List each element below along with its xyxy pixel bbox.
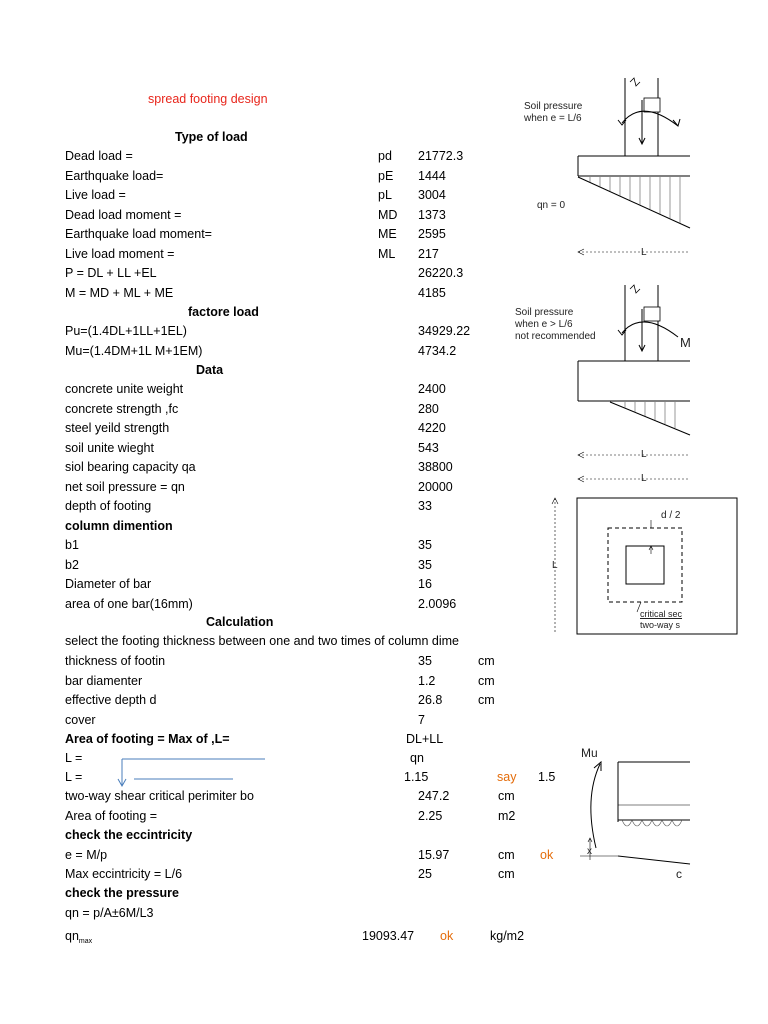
load-row-value: 1444 [418, 168, 446, 183]
calc-row-value: 35 [418, 654, 432, 668]
calc-select-text: select the footing thickness between one and two times of column dime [65, 634, 459, 648]
load-row-label: Dead load = [65, 149, 133, 163]
data-row-label: concrete unite weight [65, 382, 184, 396]
qn-max-value: 19093.47 [362, 929, 415, 943]
calc-row-label: cover [65, 712, 96, 727]
section-factore-load: factore load [188, 305, 259, 319]
factored-row-value: 4734.2 [418, 343, 457, 358]
max-ecc-value: 25 [418, 867, 432, 881]
area-formula-denominator: qn [410, 751, 424, 765]
load-row-label: P = DL + LL +EL [65, 266, 157, 280]
load-row-label: Earthquake load= [65, 168, 164, 183]
area-formula-numerator: DL+LL [406, 732, 444, 746]
load-row-value: 26220.3 [418, 266, 464, 280]
calc-row-value: 7 [418, 712, 425, 727]
calc-row-value: 26.8 [418, 693, 443, 707]
area-value: 2.25 [418, 809, 443, 823]
section-calculation: Calculation [206, 615, 274, 629]
load-row-label: Earthquake load moment= [65, 227, 212, 241]
load-row-symbol: ME [378, 227, 397, 241]
data-row-label: depth of footing [65, 499, 152, 513]
qn-formula: qn = p/A±6M/L3 [65, 906, 154, 920]
L-value: 1.15 [404, 770, 429, 784]
L-label-2: L = [65, 770, 83, 784]
factored-row-label: Mu=(1.4DM+1L M+1EM) [65, 343, 203, 358]
load-row-value: 3004 [418, 188, 446, 202]
calc-row-unit: cm [478, 693, 495, 707]
data-row-label: b1 [65, 538, 79, 552]
area-formula-label: Area of footing = Max of ,L= [65, 732, 230, 746]
data-row-label: area of one bar(16mm) [65, 596, 193, 611]
data-row-label: steel yeild strength [65, 421, 170, 435]
L-label-1: L = [65, 751, 83, 765]
data-row-value: 543 [418, 440, 439, 455]
perimeter-value: 247.2 [418, 789, 450, 803]
page-title: spread footing design [148, 92, 268, 106]
data-row-value: 20000 [418, 479, 453, 494]
load-row-label: M = MD + ML + ME [65, 285, 174, 300]
calc-row-value: 1.2 [418, 673, 436, 688]
area-unit: m2 [498, 809, 516, 823]
say-label: say [497, 770, 517, 784]
data-row-value: 4220 [418, 421, 446, 435]
e-value: 15.97 [418, 848, 450, 862]
data-row-label: concrete strength ,fc [65, 401, 179, 416]
say-value: 1.5 [538, 770, 556, 784]
calc-row-label: effective depth d [65, 693, 157, 707]
load-row-symbol: ML [378, 246, 396, 261]
pressure-heading: check the pressure [65, 886, 179, 900]
calc-row-unit: cm [478, 673, 495, 688]
qn-max-ok-badge: ok [440, 929, 454, 943]
data-row-label: Diameter of bar [65, 577, 152, 591]
load-row-value: 1373 [418, 207, 446, 222]
data-row-label: net soil pressure = qn [65, 479, 185, 494]
max-ecc-label: Max eccintricity = L/6 [65, 867, 183, 881]
data-row-label: soil unite wieght [65, 440, 154, 455]
load-row-label: Live load = [65, 188, 126, 202]
load-row-value: 217 [418, 246, 439, 261]
qn-max-unit: kg/m2 [490, 929, 525, 943]
load-row-symbol: pL [378, 188, 392, 202]
data-row-label: siol bearing capacity qa [65, 460, 196, 474]
qn-max-label: $qn_{max}$ [65, 929, 93, 945]
load-row-value: 4185 [418, 285, 446, 300]
load-row-label: Dead load moment = [65, 207, 182, 222]
data-row-value: 2400 [418, 382, 446, 396]
load-row-label: Live load moment = [65, 246, 175, 261]
load-row-symbol: pd [378, 149, 392, 163]
data-row-value: 38800 [418, 460, 453, 474]
data-row-value: 35 [418, 557, 432, 572]
load-row-value: 21772.3 [418, 149, 464, 163]
e-label: e = M/p [65, 848, 108, 862]
data-row-value: 280 [418, 401, 439, 416]
section-type-of-load: Type of load [175, 130, 248, 144]
calc-row-label: bar diamenter [65, 673, 143, 688]
perimeter-label: two-way shear critical perimiter bo [65, 789, 254, 803]
factored-row-value: 34929.22 [418, 324, 471, 338]
max-ecc-unit: cm [498, 867, 515, 881]
eccentricity-heading: check the eccintricity [65, 828, 193, 842]
area-label: Area of footing = [65, 809, 158, 823]
data-row-value: 33 [418, 499, 432, 513]
calc-row-unit: cm [478, 654, 495, 668]
perimeter-unit: cm [498, 789, 515, 803]
e-ok-badge: ok [540, 848, 554, 862]
data-row-value: 35 [418, 538, 432, 552]
data-row-label: column dimention [65, 518, 173, 533]
factored-row-label: Pu=(1.4DL+1LL+1EL) [65, 324, 187, 338]
data-row-value: 2.0096 [418, 596, 457, 611]
section-data: Data [196, 363, 224, 377]
data-row-label: b2 [65, 557, 79, 572]
load-row-symbol: MD [378, 207, 398, 222]
calc-row-label: thickness of footin [65, 654, 166, 668]
e-unit: cm [498, 848, 515, 862]
load-row-symbol: pE [378, 168, 394, 183]
load-row-value: 2595 [418, 227, 446, 241]
data-row-value: 16 [418, 577, 432, 591]
